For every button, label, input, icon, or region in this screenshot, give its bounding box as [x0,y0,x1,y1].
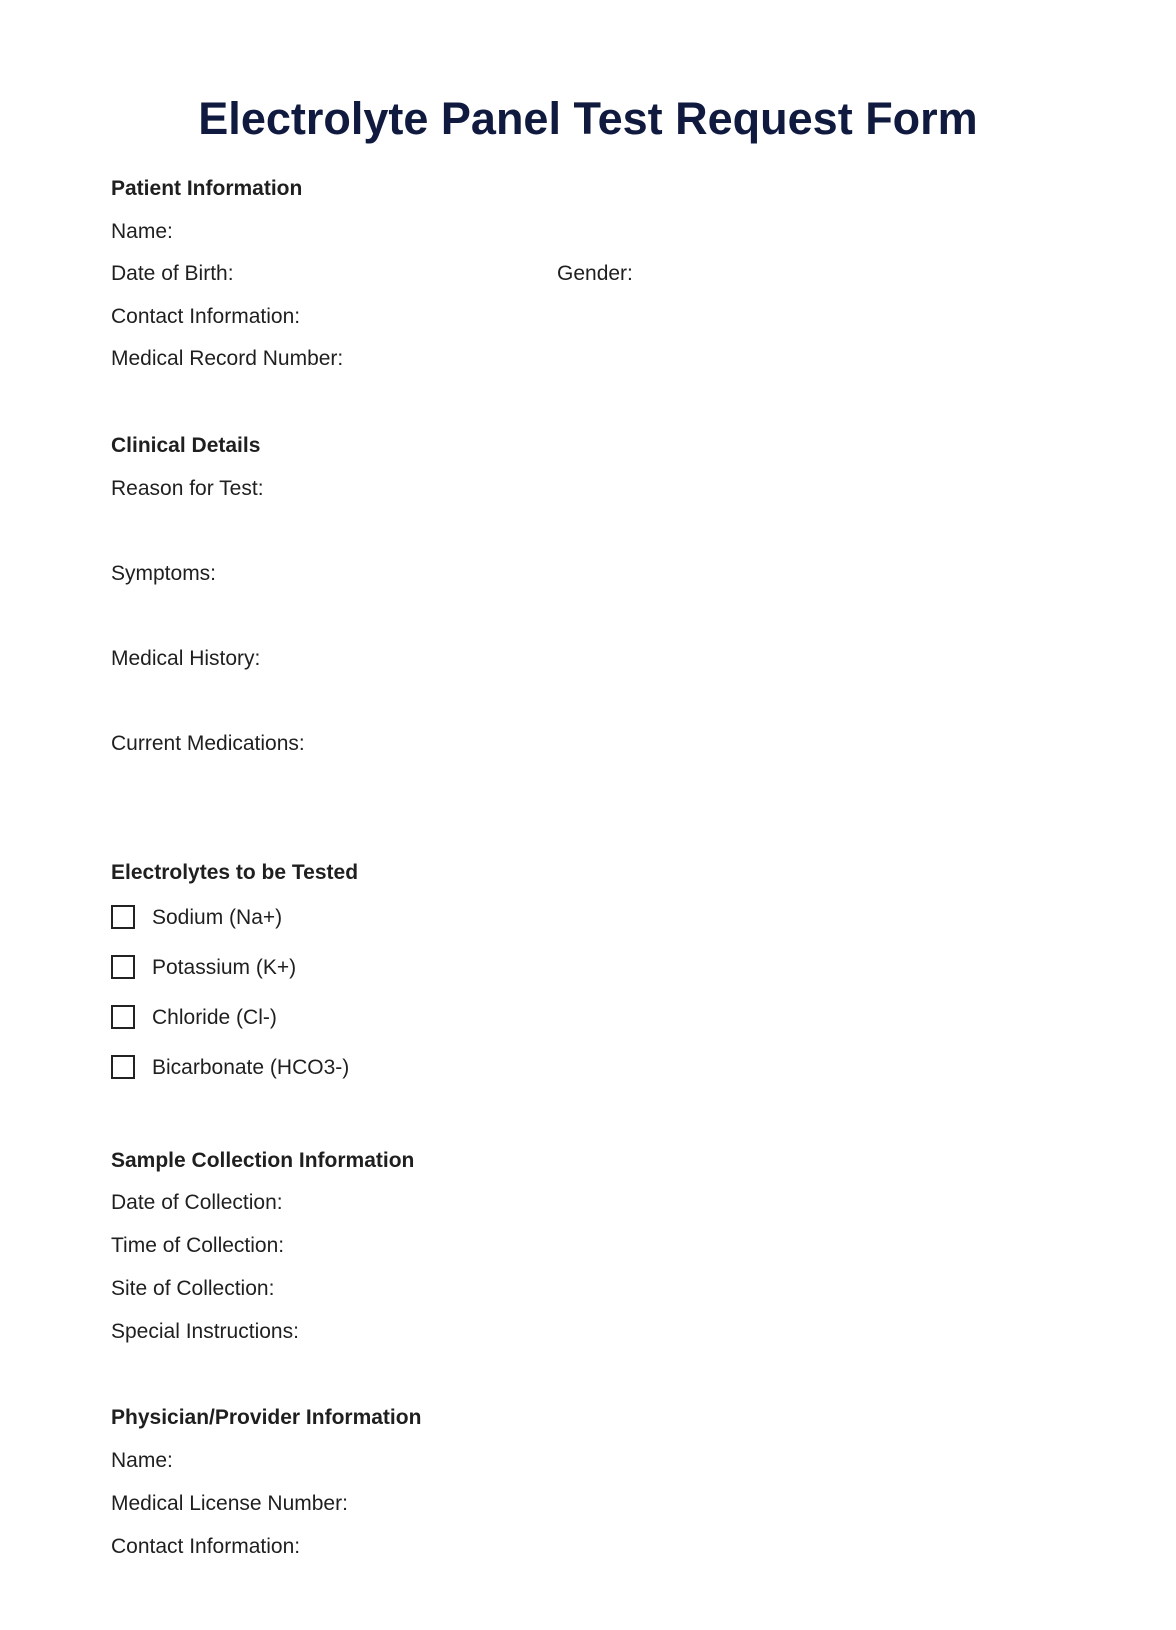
collection-date-label: Date of Collection: [111,1191,283,1214]
provider-info-heading: Physician/Provider Information [111,1406,422,1429]
symptoms-label: Symptoms: [111,562,217,585]
sodium-checkbox[interactable] [111,905,135,929]
electrolyte-option-bicarbonate[interactable] [111,1053,349,1081]
patient-info-heading: Patient Information [111,177,303,200]
provider-name-label: Name: [111,1449,173,1472]
potassium-checkbox[interactable] [111,955,135,979]
patient-dob-label: Date of Birth: [111,262,234,285]
sodium-label: Sodium (Na+) [152,905,283,929]
patient-contact-label: Contact Information: [111,305,301,328]
special-instructions-label: Special Instructions: [111,1320,299,1343]
reason-for-test-label: Reason for Test: [111,477,264,500]
electrolyte-option-chloride[interactable] [111,1003,277,1031]
electrolyte-option-sodium[interactable] [111,903,282,931]
collection-time-label: Time of Collection: [111,1234,285,1257]
page-title: Electrolyte Panel Test Request Form [198,93,978,144]
provider-contact-label: Contact Information: [111,1535,301,1558]
patient-name-label: Name: [111,220,173,243]
electrolytes-heading: Electrolytes to be Tested [111,861,359,884]
current-medications-label: Current Medications: [111,732,305,755]
patient-gender-label: Gender: [557,262,633,285]
clinical-details-heading: Clinical Details [111,434,261,457]
bicarbonate-label: Bicarbonate (HCO3-) [152,1055,350,1079]
chloride-checkbox[interactable] [111,1005,135,1029]
sample-collection-heading: Sample Collection Information [111,1149,415,1172]
medical-history-label: Medical History: [111,647,261,670]
bicarbonate-checkbox[interactable] [111,1055,135,1079]
chloride-label: Chloride (Cl-) [152,1005,277,1029]
patient-mrn-label: Medical Record Number: [111,347,344,370]
collection-site-label: Site of Collection: [111,1277,275,1300]
electrolyte-option-potassium[interactable] [111,953,296,981]
potassium-label: Potassium (K+) [152,955,297,979]
provider-license-label: Medical License Number: [111,1492,348,1515]
